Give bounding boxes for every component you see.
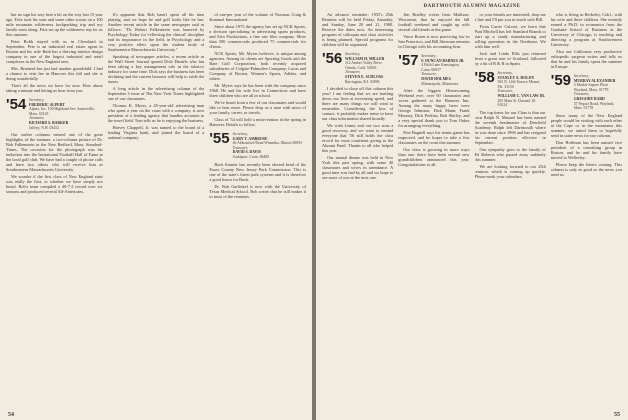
officer-addr: 46 Abbotsford Road Winnetka, Illinois 60093 bbox=[232, 141, 302, 146]
column-paragraph: Speaking of newspaper articles, a recent article in the Wall Street Journal quoted Dick Daniels who has been taking a key management role in the tobacco industry for some time. Dick says the business has been declining and the current lawsuits will help to settle the issues. bbox=[107, 54, 205, 84]
column-paragraph: or your friends are interested, drop me a line and I'll put you in touch with Bill. bbox=[474, 12, 546, 22]
column-paragraph: Jack and Linda Ellis just returned from a great tour of Scotland, followed by a bit of R & R in Spain. bbox=[474, 51, 546, 66]
column-paragraph: Mr. Myers says he has been with the company since 1968. He and his wife live in Connecticut and have three children who are all in school. bbox=[209, 83, 307, 98]
column-paragraph: but no sign his way here a bit on the way last 15 year ago. Fritz took his sons and some other scouts on a 100 mile mountain wilderness backpacking trip and my family went along. Fritz set up the wilderness trip for us this summer. bbox=[6, 12, 103, 37]
column-paragraph: Vince Rosen is now practicing law in San Francisco, and Bill Sherman remains in Chicago with his accounting firm. bbox=[398, 34, 470, 49]
column-paragraph: Our class is growing in more ways than one: there have been several new grandchildren announced this year. Congratulations to all. bbox=[398, 147, 470, 168]
officer-name: DAVID S. DAVIS bbox=[232, 150, 261, 155]
column-paragraph: An advance reminder: 1955's 25th Reunion will be held Friday, Saturday, and Sunday, June 20 and 21, 1980. Reserve the dates now. An interesting program of colloquia and class activities is being planned. Special programs for children will be organized. bbox=[322, 12, 394, 47]
officer-addr: Jaffrey, N.H. 03452 bbox=[29, 125, 59, 130]
class-officers bbox=[345, 51, 393, 84]
text-column bbox=[6, 12, 103, 410]
class-notes-header bbox=[551, 73, 622, 111]
column-paragraph: Our earlier columns missed one of the great highlights of the summer, a two-column picture of Dr. Bob Falkenstein in the New Bedford, Mass. Standard-Times. The occasion for the photograph was his induction into the Invitational Football Hall of Fame at the local golf club. We have had a couple of phone calls and have two others who will receive him at Southeastern Massachusetts University. bbox=[6, 132, 103, 173]
column-paragraph: Our sympathy goes to the family of Ed Roberts who passed away suddenly this summer. bbox=[474, 146, 546, 162]
running-head-right: DARTMOUTH ALUMNI MAGAZINE bbox=[423, 3, 521, 9]
class-year: '59 bbox=[550, 72, 572, 89]
officer-name: FREDERIC ALPERT bbox=[29, 102, 65, 107]
officer-addr: Barrington, R.I. 02806 bbox=[345, 79, 380, 84]
class-notes-header bbox=[475, 70, 546, 108]
class-year: '55 bbox=[209, 130, 230, 147]
officer-role: Treasurer, bbox=[497, 89, 513, 94]
column-paragraph: After the biggest Homecoming Weekend ever, over 60 classmates and wives gathered at the Hanover Inn. Among the many happy faces were George Johnston, Dick Mann, Frank Mooney, Dick Perkins, Bob Shirley, and a very special thank you to Tom Oakes for arranging everything. bbox=[398, 88, 470, 129]
officer-name: WILLIAM H. MILLER bbox=[345, 56, 385, 61]
text-column bbox=[322, 12, 393, 410]
officer-name: STANLEY A. HOLDY bbox=[497, 75, 535, 80]
column-paragraph: Mrs. Brainerd has just had another grandchild. I had a chance to visit her in Hanover this fall and she is doing wonderfully. bbox=[6, 66, 103, 81]
officer-role: Secretary, bbox=[345, 52, 361, 56]
column-paragraph: We wonder if the first class of New England state was really the first, or whether we have simply not heard. Bob's team compiled a 48-7-2 record over six seasons and produced several All-Americans. bbox=[6, 174, 103, 195]
left-columns bbox=[6, 12, 306, 410]
text-column bbox=[209, 12, 306, 410]
officer-name: GARY T. AMBROSE bbox=[232, 136, 268, 141]
column-paragraph: Since many of the New England people would be visiting with each other at the Cape or in the mountains this summer, we asked them to hopefully send in some news for our column. bbox=[550, 112, 622, 138]
column-paragraph: I decided to close off this column this year! I am feeling that we are hurtling down our lives at increasing speed, and there are many things we will want to remember. Considering the loss of contact, it probably makes sense to have our class information shared broadly. bbox=[322, 86, 394, 122]
column-paragraph: Don Hoffman has been named vice president of a consulting group in Boston, and he and his family have moved to Wellesley. bbox=[550, 139, 622, 160]
class-officers bbox=[233, 131, 302, 160]
class-notes-header bbox=[398, 53, 469, 86]
column-paragraph: Class of '54 will hold a mini-reunion in the spring in Hanover. Details to follow. bbox=[209, 117, 307, 127]
text-column bbox=[398, 12, 469, 410]
officer-addr: Minneapolis, Minnesota bbox=[421, 81, 459, 86]
column-paragraph: That's all the news we have for now. How about taking a minute and letting us hear from you. bbox=[6, 83, 103, 93]
officer-addr: 4 Fifth Lane Kensington, Conn. 06037 bbox=[421, 63, 460, 72]
left-page bbox=[0, 0, 312, 420]
officer-addr: 112 Amber Valley Drive Orinda, Calif. 94563 bbox=[345, 61, 383, 70]
officer-addr: 565 N. 14th Terrace Miami, Fla. 33150 bbox=[497, 80, 540, 89]
column-paragraph: We've heard from a few of our classmates and would like to hear more. Please drop us a note with news of your family, career, or travels. bbox=[209, 100, 307, 115]
column-paragraph: NCK Sports, Mr. Myers believes, is unique among agencies. Among its clients are Sporting Goods and the Rare Golf Corporation, both recently acquired subsidiaries of Colgate-Palmolive Company; Lucas and Company of Boston, Women's Sports, Adidas, and others. bbox=[209, 51, 307, 81]
class-year: '58 bbox=[474, 69, 495, 86]
column-paragraph: Also our California very productive orthopedic surgeon writes and tells us that he and his family spent the summer in Europe. bbox=[550, 49, 622, 69]
officer-name: MURRAY ALEXANDER bbox=[573, 78, 616, 83]
officer-addr: 205 Main St. Durand, Ill. 61024 bbox=[497, 98, 536, 108]
page-number-right: 55 bbox=[614, 412, 620, 418]
column-paragraph: Harvey Chappell, Jr. was named to the board of a leading Virginia bank, and joined the board of a national company. bbox=[107, 125, 205, 140]
column-paragraph: Peter Robb stayed with us in Cleveland in September. Pete is an industrial real estate agent in Boston and his wife Ruth has a thriving interior design company in one of the largest industrial and retail complexes in the New England area. bbox=[6, 39, 103, 64]
column-paragraph: We are looking forward to our 25th reunion, which is coming up quickly. Please mark your calendars. bbox=[474, 163, 546, 179]
class-notes-header bbox=[209, 131, 306, 160]
text-column bbox=[475, 12, 546, 410]
officer-role: Treasurer, bbox=[345, 70, 361, 75]
officer-name: STEVEN E. SCHLOSS bbox=[345, 74, 384, 79]
page-number-left: 54 bbox=[8, 412, 14, 418]
column-paragraph: who is living in Berkeley, Calif., with his wife and three children. She recently earned a Ph.D. in economics from the Graduate School of Business at the University of Chicago, is teaching and directing a program at Southwestern University. bbox=[550, 12, 622, 47]
right-page bbox=[316, 0, 628, 420]
text-column bbox=[108, 12, 205, 410]
class-officers bbox=[421, 53, 469, 86]
class-year: '56 bbox=[322, 50, 343, 67]
officer-addr: 3 Market Square Place Wayland, Mass. 01778 bbox=[573, 83, 609, 92]
officer-name: F. DUNCAN BARNES JR. bbox=[421, 58, 465, 63]
class-year: '57 bbox=[398, 52, 419, 69]
column-paragraph: Pete Bagnell says his tennis game has improved, and he hopes to take a few classmates on the court this summer. bbox=[398, 130, 470, 146]
right-columns bbox=[322, 12, 622, 410]
column-paragraph: Our annual dinner was held in New York this past spring, with some 40 classmates and wives in attendance. A good time was had by all and we hope to see more of you at the next one. bbox=[322, 155, 394, 181]
officer-role: Treasurer, bbox=[29, 116, 45, 121]
officer-role: Treasurer, bbox=[421, 72, 437, 77]
class-notes-header bbox=[6, 97, 103, 130]
officer-name: GREGORY BARD bbox=[573, 96, 605, 101]
text-column bbox=[551, 12, 622, 410]
officer-role: Secretary, bbox=[573, 74, 589, 78]
officer-role: Secretary, bbox=[421, 54, 437, 58]
column-paragraph: Buck Kanner has recently been elected head of the Essex County New Jersey Park Commission. This is one of the state's finest park systems and it is therefore a good honor for Buck. bbox=[209, 161, 307, 182]
class-officers bbox=[498, 70, 546, 108]
column-paragraph: Since about 1975 the agency has set up NCK Sports, a division specializing in advertising sports products, and Erin Productions, a fine arts film company. More than 500 commercials produced 75 commercials for clients. bbox=[209, 24, 307, 49]
class-officers bbox=[574, 73, 622, 111]
column-paragraph: Jim Bradley writes from Madison, Wisconsin, that he enjoyed the fall football weekend and caught up with several old friends at the game. bbox=[398, 12, 470, 32]
class-year: '54 bbox=[6, 96, 27, 113]
column-paragraph: Thomas K. Myers, a 45-year-old advertising man who spent a year on the coast with a company, is now president of a leading agency that handles accounts in the travel field. Tom tells us he is enjoying the business. bbox=[107, 103, 205, 123]
column-paragraph: Please keep the letters coming. This column is only as good as the news you send us. bbox=[550, 161, 622, 177]
officer-addr: Alpers, Inc. 100 Highland Ave. Somerville, Mass. 02143 bbox=[29, 107, 95, 116]
column-paragraph: It's apparent that Bob hasn't spent all his time playing, and we hope he and golf looks like he has. Another recent article in the same newspaper said as follows: "Dr. Robert Falkenstein was honored by Psychology Today for 'reflecting the clinical' discipline and its importance in the field, in Psychology and a very positive effect upon the student body of Southeastern Massachusetts University." bbox=[107, 12, 205, 52]
officer-role: Secretary, bbox=[497, 71, 513, 75]
running-head-left bbox=[6, 0, 306, 12]
column-paragraph: We wish Lenny and our two sons a good recovery, and we want to remind everyone that '56 still holds the class record for most consistent giving to the Alumni Fund. Thanks to all who helped this year. bbox=[322, 123, 394, 154]
officer-addr: Southport, Conn. 06490 bbox=[232, 154, 270, 159]
officer-role: Secretary, bbox=[232, 132, 248, 136]
column-paragraph: of one-per year of the volume of Norman, Craig & Kummel International. bbox=[209, 12, 307, 22]
officer-name: WILLIAM C. VAN LAW JR. bbox=[497, 93, 545, 98]
column-paragraph: The top items for our Class is that our own Ralph N. Manuel has been named the seventh headmaster of Deerfield Academy. Ralph left Dartmouth where he was dean since 1968 and has resigned his current position effective in September. bbox=[474, 109, 546, 145]
column-paragraph: Dr. Bob Garfinkel is now with the University of Texas Medical School. Bob writes that he still makes it to most of the reunions. bbox=[209, 183, 307, 199]
class-officers bbox=[29, 97, 103, 130]
officer-role: Treasurer, bbox=[232, 145, 248, 150]
column-paragraph: A long article in the advertising column of the September 3 issue of The New York Times highlighted one of our classmates. bbox=[107, 86, 205, 101]
officer-name: RICHARD S. BARKER bbox=[29, 120, 69, 125]
officer-name: DAVID HOLMES bbox=[421, 76, 451, 81]
officer-role: Secretary, bbox=[29, 98, 45, 102]
class-notes-header bbox=[322, 51, 393, 84]
officer-role: Treasurer, bbox=[573, 92, 589, 97]
column-paragraph: From Carrie Calvert, we learn that Paul Mitchell has left Standard Brands to start up a candy manufacturing and selling operation in the Northeast. We wish him well. bbox=[474, 24, 546, 49]
officer-addr: 37 Pequot Road, Wayland, Mass. 01778 bbox=[573, 101, 615, 111]
